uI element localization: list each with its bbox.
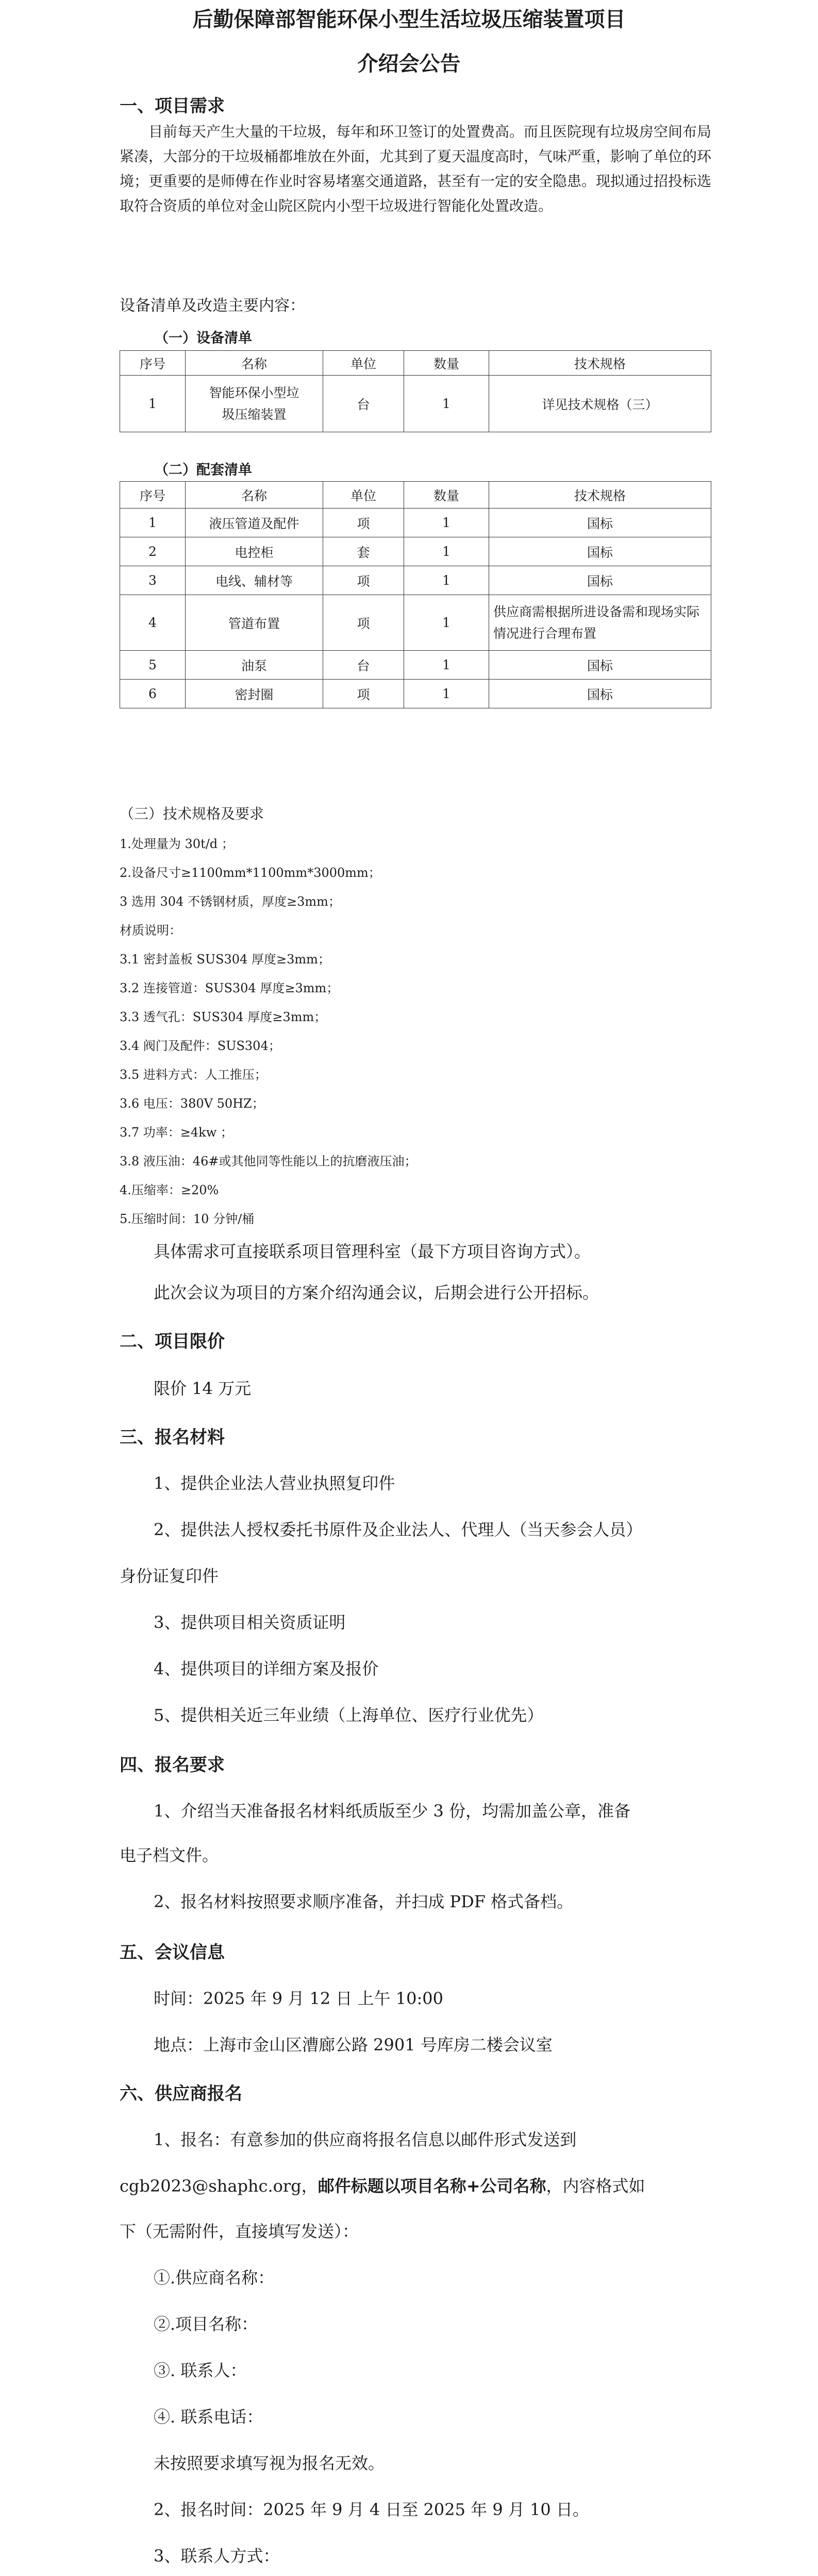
spec-line: 5.压缩时间：10 分钟/桶 bbox=[120, 1212, 255, 1226]
email-subject-rule: 邮件标题以项目名称+公司名称 bbox=[318, 2176, 546, 2196]
spec-line: 材质说明： bbox=[120, 923, 181, 938]
table-header-cell: 序号 bbox=[120, 351, 186, 376]
table-cell: 3 bbox=[120, 566, 186, 595]
table-row bbox=[120, 680, 711, 708]
spec-line: 1.处理量为 30t/d ； bbox=[120, 837, 234, 851]
list-intro: 设备清单及改造主要内容： bbox=[120, 297, 305, 315]
spec-line: 3.8 液压油：46#或其他同等性能以上的抗磨液压油； bbox=[120, 1154, 417, 1168]
table-row bbox=[120, 566, 711, 595]
apply-requirement: 1、介绍当天准备报名材料纸质版至少 3 份，均需加盖公章，准备 bbox=[154, 1801, 631, 1821]
registration-field: ③. 联系人： bbox=[154, 2361, 247, 2380]
table-cell: 智能环保小型垃圾压缩装置 bbox=[186, 376, 323, 432]
spec-line: 4.压缩率：≥20% bbox=[120, 1183, 219, 1197]
materials-item: 4、提供项目的详细方案及报价 bbox=[154, 1659, 379, 1679]
document-title: 后勤保障部智能环保小型生活垃圾压缩装置项目 bbox=[192, 8, 626, 31]
table2-label: （二）配套清单 bbox=[155, 462, 252, 478]
section-heading-meeting: 五、会议信息 bbox=[120, 1942, 225, 1963]
section-heading-materials: 三、报名材料 bbox=[120, 1427, 225, 1448]
table-header-cell: 单位 bbox=[323, 351, 404, 376]
apply-requirement-continued: 电子档文件。 bbox=[120, 1845, 219, 1865]
registration-field: ②.项目名称： bbox=[154, 2314, 258, 2334]
table-cell: 国标 bbox=[489, 566, 711, 595]
table-cell: 详见技术规格（三） bbox=[489, 376, 711, 432]
table-cell: 1 bbox=[404, 651, 489, 680]
table1-label: （一）设备清单 bbox=[155, 330, 252, 346]
spec-line: 3.4 阀门及配件：SUS304； bbox=[120, 1039, 281, 1053]
section-heading-requirements: 一、项目需求 bbox=[120, 96, 225, 116]
materials-item: 1、提供企业法人营业执照复印件 bbox=[154, 1473, 395, 1493]
registration-instruction-line2 bbox=[120, 2173, 645, 2197]
spec-line: 3 选用 304 不锈钢材质，厚度≥3mm； bbox=[120, 894, 341, 909]
registration-instruction: 1、报名：有意参加的供应商将报名信息以邮件形式发送到 bbox=[154, 2130, 577, 2149]
table-header-cell: 名称 bbox=[186, 351, 323, 376]
contact-title: 3、联系人方式： bbox=[154, 2546, 280, 2566]
spec-line: 3.2 连接管道：SUS304 厚度≥3mm； bbox=[120, 981, 339, 995]
invalid-note: 未按照要求填写视为报名无效。 bbox=[154, 2453, 385, 2473]
apply-requirement: 2、报名材料按照要求顺序准备，并扫成 PDF 格式备档。 bbox=[154, 1892, 574, 1911]
table-header-cell: 单位 bbox=[323, 482, 404, 509]
price-limit-text: 限价 14 万元 bbox=[154, 1379, 252, 1398]
section-heading-requirements-apply: 四、报名要求 bbox=[120, 1755, 225, 1775]
table-header-row bbox=[120, 351, 711, 376]
table-cell: 台 bbox=[323, 651, 404, 680]
table-cell: 2 bbox=[120, 537, 186, 566]
table-cell: 1 bbox=[404, 537, 489, 566]
meeting-time: 时间：2025 年 9 月 12 日 上午 10:00 bbox=[154, 1989, 443, 2008]
document-subtitle: 介绍会公告 bbox=[357, 52, 461, 76]
materials-item: 3、提供项目相关资质证明 bbox=[154, 1613, 346, 1632]
spec-line: 2.设备尺寸≥1100mm*1100mm*3000mm； bbox=[120, 866, 381, 880]
table-cell: 项 bbox=[323, 595, 404, 651]
spec-line: 3.7 功率：≥4kw ； bbox=[120, 1125, 233, 1140]
spec-line: 3.5 进料方式：人工推压； bbox=[120, 1067, 267, 1082]
table-header-cell: 技术规格 bbox=[489, 351, 711, 376]
table-cell: 1 bbox=[404, 509, 489, 537]
note-contact: 具体需求可直接联系项目管理科室（最下方项目咨询方式）。 bbox=[154, 1242, 591, 1261]
table-header-cell: 名称 bbox=[186, 482, 323, 509]
table-cell: 1 bbox=[120, 376, 186, 432]
materials-item: 5、提供相关近三年业绩（上海单位、医疗行业优先） bbox=[154, 1705, 544, 1725]
table-row bbox=[120, 376, 711, 432]
table-cell: 项 bbox=[323, 566, 404, 595]
table-cell: 国标 bbox=[489, 680, 711, 708]
table-row bbox=[120, 537, 711, 566]
table-cell: 1 bbox=[120, 509, 186, 537]
table-cell: 1 bbox=[404, 595, 489, 651]
materials-item: 2、提供法人授权委托书原件及企业法人、代理人（当天参会人员） bbox=[154, 1520, 643, 1539]
table-cell: 套 bbox=[323, 537, 404, 566]
registration-instruction-tail: ，内容格式如 bbox=[546, 2176, 645, 2196]
spec-line: 3.3 透气孔：SUS304 厚度≥3mm； bbox=[120, 1010, 327, 1024]
table-cell: 4 bbox=[120, 595, 186, 651]
spec-line: 3.6 电压：380V 50HZ； bbox=[120, 1096, 264, 1111]
table-row bbox=[120, 595, 711, 651]
table-cell: 国标 bbox=[489, 651, 711, 680]
section-heading-price-limit: 二、项目限价 bbox=[120, 1331, 225, 1352]
table-cell: 项 bbox=[323, 680, 404, 708]
section-heading-registration: 六、供应商报名 bbox=[120, 2083, 242, 2104]
table-cell: 6 bbox=[120, 680, 186, 708]
table-cell: 国标 bbox=[489, 509, 711, 537]
registration-deadline: 2、报名时间：2025 年 9 月 4 日至 2025 年 9 月 10 日。 bbox=[154, 2500, 589, 2519]
table-header-cell: 数量 bbox=[404, 351, 489, 376]
table-cell: 1 bbox=[404, 680, 489, 708]
table-cell: 5 bbox=[120, 651, 186, 680]
spec-line: 3.1 密封盖板 SUS304 厚度≥3mm； bbox=[120, 952, 330, 967]
table-cell: 台 bbox=[323, 376, 404, 432]
table-cell: 1 bbox=[404, 376, 489, 432]
meeting-place: 地点：上海市金山区漕廊公路 2901 号库房二楼会议室 bbox=[154, 2035, 553, 2055]
table-cell: 电线、辅材等 bbox=[186, 566, 323, 595]
registration-instruction-line3: 下（无需附件，直接填写发送）： bbox=[120, 2222, 359, 2241]
table-header-cell: 数量 bbox=[404, 482, 489, 509]
registration-field: ①.供应商名称： bbox=[154, 2268, 275, 2287]
table-cell: 油泵 bbox=[186, 651, 323, 680]
table-cell: 国标 bbox=[489, 537, 711, 566]
table-header-cell: 序号 bbox=[120, 482, 186, 509]
table-cell: 液压管道及配件 bbox=[186, 509, 323, 537]
table-cell: 项 bbox=[323, 509, 404, 537]
table-row bbox=[120, 651, 711, 680]
equipment-table bbox=[120, 350, 711, 432]
materials-item-continued: 身份证复印件 bbox=[120, 1566, 219, 1586]
table-cell: 管道布置 bbox=[186, 595, 323, 651]
table-header-cell: 技术规格 bbox=[489, 482, 711, 509]
registration-field: ④. 联系电话： bbox=[154, 2407, 263, 2427]
table-cell: 密封圈 bbox=[186, 680, 323, 708]
table-cell: 1 bbox=[404, 566, 489, 595]
supporting-table bbox=[120, 481, 711, 708]
spec-title: （三）技术规格及要求 bbox=[120, 805, 264, 822]
table-row bbox=[120, 509, 711, 537]
table-cell: 供应商需根据所进设备需和现场实际情况进行合理布置 bbox=[489, 595, 711, 651]
registration-email-link[interactable]: cgb2023@shaphc.org， bbox=[120, 2176, 318, 2196]
note-meeting: 此次会议为项目的方案介绍沟通会议，后期会进行公开招标。 bbox=[154, 1283, 599, 1302]
requirements-paragraph: 目前每天产生大量的干垃圾，每年和环卫签订的处置费高。而且医院现有垃圾房空间布局紧凑，大部分的干垃圾桶都堆放在外面，尤其到了夏天温度高时，气味严重，影响了单位的环境；更重要的是师傅在作业时容易堵塞交通道路，甚至有一定的安全隐患。现拟通过招投标选取符合资质的单位对金山院区院内小型干垃圾进行智能化处置改造。 bbox=[120, 123, 712, 214]
table-header-row bbox=[120, 482, 711, 509]
table-cell: 电控柜 bbox=[186, 537, 323, 566]
